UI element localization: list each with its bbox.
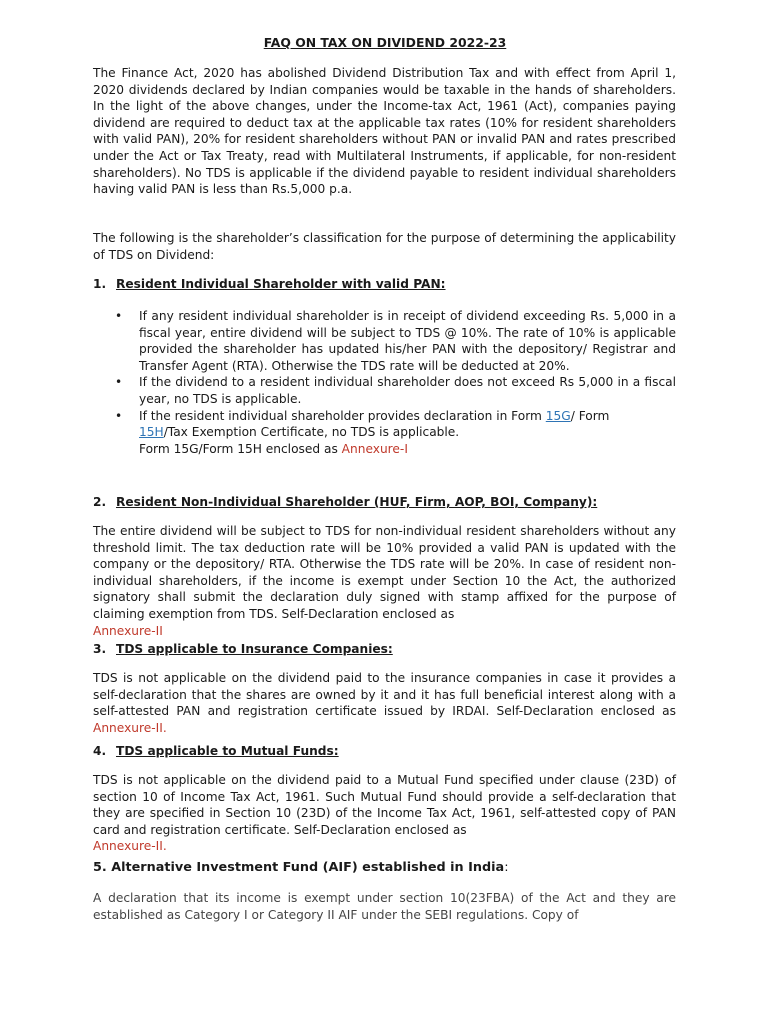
- page-title: FAQ ON TAX ON DIVIDEND 2022-23: [263, 35, 507, 50]
- bullet-icon: •: [115, 375, 123, 390]
- section-4-text: TDS is not applicable on the dividend paid to a Mutual Fund specified under clause (23D) of section 10 of Income Tax Act, 1961. Such Mutual Fund should provide a self-declaration that they are specified in Section 10 (23D) of the Income Tax Act, 1961, self-attested copy of PAN card and registration certificate. Self-Declaration enclosed as: [93, 773, 676, 837]
- section-3-heading: [93, 641, 676, 658]
- intro-paragraph: The Finance Act, 2020 has abolished Dividend Distribution Tax and with effect from April 1, 2020 dividends declared by Indian companies would be taxable in the hands of shareholders. In the light of the above changes, under the Income-tax Act, 1961 (Act), companies paying dividend are required to deduct tax at the applicable tax rates (10% for resident shareholders with valid PAN), 20% for resident shareholders without PAN or invalid PAN and rates prescribed under the Act or Tax Treaty, read with Multilateral Instruments, if applicable, for non-resident shareholders). No TDS is applicable if the dividend payable to resident individual shareholders having valid PAN is less than Rs.5,000 p.a.: [93, 66, 676, 197]
- list-item: [115, 408, 676, 458]
- annexure-reference: Annexure-I: [341, 441, 408, 456]
- bullet-text: If the dividend to a resident individual shareholder does not exceed Rs 5,000 in a fiscal year, no TDS is applicable.: [139, 375, 676, 406]
- list-item: [115, 308, 676, 374]
- bullet-text: / Form: [570, 408, 610, 423]
- annexure-reference: Annexure-II.: [93, 839, 167, 854]
- section-3-body: [93, 670, 676, 736]
- annexure-reference: Annexure-II.: [93, 720, 167, 735]
- section-5-body: A declaration that its income is exempt under section 10(23FBA) of the Act and they are established as Category I or Category II AIF under the SEBI regulations. Copy of: [93, 891, 676, 922]
- bullet-icon: •: [115, 309, 123, 323]
- list-item: [115, 374, 676, 407]
- section-3-number: 3.: [93, 642, 107, 656]
- form-15h-link[interactable]: 15H: [139, 425, 164, 440]
- section-2-title: Resident Non-Individual Shareholder (HUF, Firm, AOP, BOI, Company):: [116, 495, 598, 509]
- section-4-heading: [93, 743, 676, 760]
- section-2-text: The entire dividend will be subject to TDS for non-individual resident shareholders without any threshold limit. The tax deduction rate will be 10% provided a valid PAN is updated with the company or the depository/ RTA. Otherwise the TDS rate will be 20%. In case of resident non-individual shareholders, if the income is exempt under Section 10 the Act, the authorized signatory shall submit the declaration duly signed with stamp affixed for the purpose of claiming exemption from TDS. Self-Declaration enclosed as: [93, 524, 676, 621]
- bullet-text: Form 15G/Form 15H enclosed as: [139, 441, 342, 456]
- section-1-bullet-list: [115, 308, 676, 457]
- section-4-number: 4.: [93, 744, 107, 758]
- form-15g-link[interactable]: 15G: [545, 408, 571, 423]
- bullet-icon: •: [115, 408, 123, 423]
- bullet-text: /Tax Exemption Certificate, no TDS is applicable.: [163, 425, 460, 440]
- bullet-text: If any resident individual shareholder is in receipt of dividend exceeding Rs. 5,000 in a fiscal year, entire dividend will be subject to TDS @ 10%. The rate of 10% is applicable provided the shareholder has updated his/her PAN with the depository/ Registrar and Transfer Agent (RTA). Otherwise the TDS rate will be deducted at 20%.: [139, 309, 676, 373]
- section-5-title: 5. Alternative Investment Fund (AIF) established in India: [93, 860, 505, 875]
- section-1-number: 1.: [93, 277, 107, 291]
- section-3-text: TDS is not applicable on the dividend paid to the insurance companies in case it provides a self-declaration that the shares are owned by it and it has full beneficial interest along with a self-attested PAN and registration certificate issued by IRDAI. Self-Declaration enclosed as: [93, 671, 676, 719]
- section-5-heading: [93, 860, 676, 877]
- section-4-title: TDS applicable to Mutual Funds:: [116, 744, 339, 758]
- section-2-body: [93, 523, 676, 639]
- annexure-reference: Annexure-II: [93, 623, 163, 638]
- section-2-heading: [93, 494, 676, 511]
- section-2-number: 2.: [93, 495, 107, 509]
- section-4-body: [93, 772, 676, 855]
- bullet-text: If the resident individual shareholder provides declaration in Form: [139, 408, 546, 423]
- section-3-title: TDS applicable to Insurance Companies:: [116, 642, 393, 656]
- section-1-heading: [93, 276, 676, 293]
- classification-paragraph: The following is the shareholder’s classification for the purpose of determining the applicability of TDS on Dividend:: [93, 231, 676, 262]
- section-1-title: Resident Individual Shareholder with valid PAN:: [116, 277, 446, 291]
- section-5-colon: :: [504, 860, 509, 875]
